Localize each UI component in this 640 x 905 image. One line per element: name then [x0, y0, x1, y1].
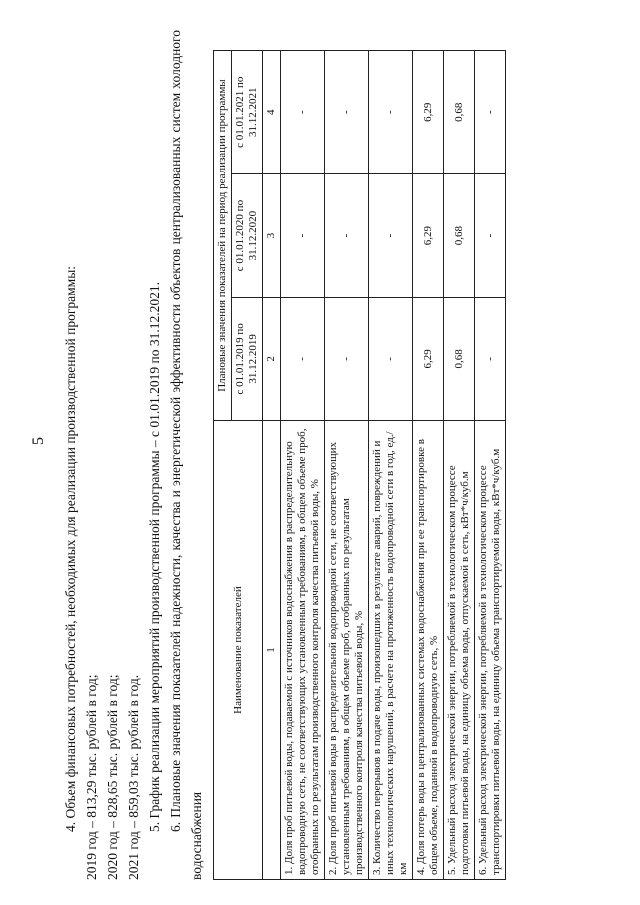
finance-heading: 4. Объем финансовых потребностей, необходимых для реализации производственной программы: [63, 265, 78, 832]
row-name: 6. Удельный расход электрической энергии, потребляемой в технологическом процессе транспортировки питьевой воды, на единицу объема транспортируемой воды, кВт*ч/куб.м [475, 421, 506, 880]
col-number: 2 [263, 297, 281, 420]
row-name: 5. Удельный расход электрической энергии, потребляемой в технологическом процессе подготовки питьевой воды, на единицу объема воды, отпускаемой в сеть, кВт*ч/куб.м [444, 421, 475, 880]
period-2021: с 01.01.2021 по 31.12.2021 [232, 51, 263, 174]
row-name: 1. Доля проб питьевой воды, подаваемой с источников водоснабжения в распределительную водопроводную сеть, не соответствующих установленным требованиям, в общем объеме проб, отобранных по результатам производственного контроля качества питьевой воды, % [281, 421, 325, 880]
finance-line-2020: 2020 год – 828,65 тыс. рублей в год; [105, 674, 120, 880]
row-name: 3. Количество перерывов в подаче воды, произошедших в результате аварий, повреждений и иных технологических нарушений, в расчете на протяженность водопроводной сети в год, ед./км [369, 421, 413, 880]
period-2019: с 01.01.2019 по 31.12.2019 [232, 297, 263, 420]
row-value: 6,29 [413, 174, 444, 297]
row-value: - [475, 174, 506, 297]
row-value: - [281, 51, 325, 174]
period-header: Плановые значения показателей на период реализации программы [214, 51, 232, 421]
row-value: - [369, 297, 413, 420]
table-row [475, 51, 506, 880]
indicators-line: 6. Плановые значения показателей надежности, качества и энергетической эффективности объектов централизованных систем холодного водоснабжения [168, 30, 204, 880]
table-row [325, 51, 369, 880]
col-number: 1 [263, 421, 281, 880]
row-value: - [281, 297, 325, 420]
row-value: - [475, 297, 506, 420]
table-number-row [263, 51, 281, 880]
table-row [369, 51, 413, 880]
table-row [413, 51, 444, 880]
col-name-header: Наименование показателей [214, 421, 263, 880]
col-number: 3 [263, 174, 281, 297]
table-row [281, 51, 325, 880]
row-value: - [475, 51, 506, 174]
row-value: 6,29 [413, 51, 444, 174]
row-value: 0,68 [444, 51, 475, 174]
indicators-table [213, 50, 506, 880]
table-row [444, 51, 475, 880]
row-value: - [369, 51, 413, 174]
row-value: 0,68 [444, 174, 475, 297]
row-name: 4. Доля потерь воды в централизованных системах водоснабжения при ее транспортировке в общем объеме, поданной в водопроводную сеть, % [413, 421, 444, 880]
row-value: - [281, 174, 325, 297]
table-header-row [214, 51, 232, 880]
schedule-line: 5. График реализации мероприятий производственной программы – с 01.01.2019 по 31.12.2021. [147, 281, 162, 832]
row-value: 0,68 [444, 297, 475, 420]
col-number: 4 [263, 51, 281, 174]
row-value: 6,29 [413, 297, 444, 420]
page-number: 5 [30, 437, 47, 445]
row-value: - [325, 297, 369, 420]
period-2020: с 01.01.2020 по 31.12.2020 [232, 174, 263, 297]
finance-line-2019: 2019 год – 813,29 тыс. рублей в год; [84, 674, 99, 880]
row-value: - [325, 174, 369, 297]
row-value: - [369, 174, 413, 297]
rotated-content [60, 30, 620, 880]
row-value: - [325, 51, 369, 174]
row-name: 2. Доля проб питьевой воды в распределительной водопроводной сети, не соответствующих установленным требованиям, в общем объеме проб, отобранных по результатам производственного контроля качества питьевой воды, % [325, 421, 369, 880]
finance-line-2021: 2021 год – 859,03 тыс. рублей в год. [126, 674, 141, 880]
